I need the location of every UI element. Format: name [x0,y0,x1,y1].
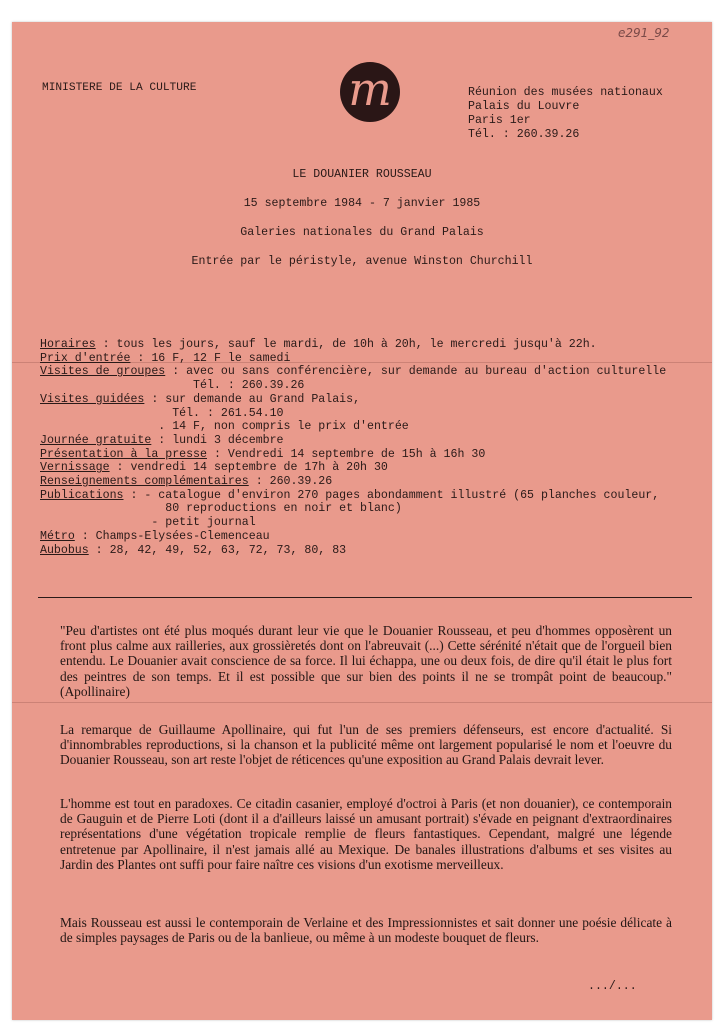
info-label: Journée gratuite [40,433,152,447]
ministry-name: MINISTERE DE LA CULTURE [42,82,197,94]
fold-line [12,702,712,703]
exhibition-title: LE DOUANIER ROUSSEAU [292,168,432,181]
info-row [40,489,666,530]
info-row [40,461,666,475]
quote-paragraph: "Peu d'artistes ont été plus moqués durant leur vie que le Douanier Rousseau, et peu d'hommes opposèrent un front plus calme aux railleries, aux grossièretés dont on l'abreuvait (...) Cette sérénité n'était que de l'orgueil bien entendu. Le Douanier avait conscience de sa force. Il lui échappa, une ou deux fois, de dire qu'il était le plus fort des peintres de son temps. Et il est possible que sur bien des points il ne se trompât point de beaucoup." (Apollinaire) [60,623,672,699]
exhibition-entrance: Entrée par le péristyle, avenue Winston Churchill [191,255,533,268]
info-label: Publications [40,488,124,502]
info-value: : 16 F, 12 F le samedi [130,351,291,365]
info-row [40,393,666,434]
info-row [40,365,666,392]
info-value: : avec ou sans conférencière, sur demande au bureau d'action culturelle Tél. : 260.39.26 [172,365,667,393]
info-value: : Vendredi 14 septembre de 15h à 16h 30 [206,447,486,461]
body-paragraph: L'homme est tout en paradoxes. Ce citadin casanier, employé d'octroi à Paris (et non douanier), ce contemporain de Gauguin et de Pierre Loti (dont il a d'ailleurs laissé un amusant portrait) s'évade en peignant d'extraordinaires représentations d'une végétation tropicale remplie de fleurs fantastiques. Cependant, malgré une légende entretenue par Apollinaire, il n'est jamais allé au Mexique. De banales illustrations d'albums et ses visites au Jardin des Plantes ont suffi pour faire naître ces visions d'un exotisme merveilleux. [60,796,672,872]
address-phone: Tél. : 260.39.26 [468,128,580,141]
info-value: : 28, 42, 49, 52, 63, 72, 73, 80, 83 [88,543,347,557]
info-value: : sur demande au Grand Palais, Tél. : 261.54.10 . 14 F, non compris le prix d'entrée [151,392,409,434]
info-label: Visites guidées [40,392,145,406]
divider [38,597,692,598]
info-value: : Champs-Elysées-Clemenceau [74,529,270,543]
info-label: Prix d'entrée [40,351,131,365]
info-label: Métro [40,529,75,543]
exhibition-venue: Galeries nationales du Grand Palais [240,226,484,239]
info-row [40,434,666,448]
address-line: Réunion des musées nationaux [468,86,663,99]
info-row [40,530,666,544]
info-label: Vernissage [40,461,110,475]
info-label: Renseignements complémentaires [40,475,249,489]
exhibition-dates: 15 septembre 1984 - 7 janvier 1985 [243,197,481,210]
info-value: : 260.39.26 [248,475,333,489]
info-value: : - catalogue d'environ 270 pages abondamment illustré (65 planches couleur, 80 reproductions en noir et blanc) - petit journal [130,488,660,530]
info-value: : lundi 3 décembre [151,433,284,447]
body-paragraph: La remarque de Guillaume Apollinaire, qui fut l'un de ses premiers défenseurs, est encore d'actualité. Si d'innombrables reproductions, si la chanson et la publicité même ont largement popularisé le nom et l'oeuvre du Douanier Rousseau, son art reste l'objet de réticences qu'une exposition au Grand Palais devrait lever. [60,722,672,768]
info-label: Horaires [40,338,96,351]
rmn-logo: m [340,62,400,122]
info-row [40,352,666,366]
body-paragraph: Mais Rousseau est aussi le contemporain de Verlaine et des Impressionnistes et sait donner une poésie délicate à de simples paysages de Paris ou de la banlieue, ou même à un modeste bouquet de fleurs. [60,915,672,946]
info-row [40,475,666,489]
document-page [12,22,712,1020]
info-row [40,544,666,558]
archive-note: e291_92 [618,26,670,40]
info-value: : vendredi 14 septembre de 17h à 20h 30 [109,461,388,475]
info-row [40,338,666,352]
info-row [40,448,666,462]
info-label: Présentation à la presse [40,447,207,461]
info-label: Aubobus [40,543,89,557]
continuation-mark: .../... [588,980,637,993]
rmn-address [468,86,663,142]
practical-info [40,338,666,557]
info-label: Visites de groupes [40,365,166,379]
address-line: Palais du Louvre [468,100,580,113]
address-line: Paris 1er [468,114,531,127]
info-value: : tous les jours, sauf le mardi, de 10h à 20h, le mercredi jusqu'à 22h. [95,338,597,351]
